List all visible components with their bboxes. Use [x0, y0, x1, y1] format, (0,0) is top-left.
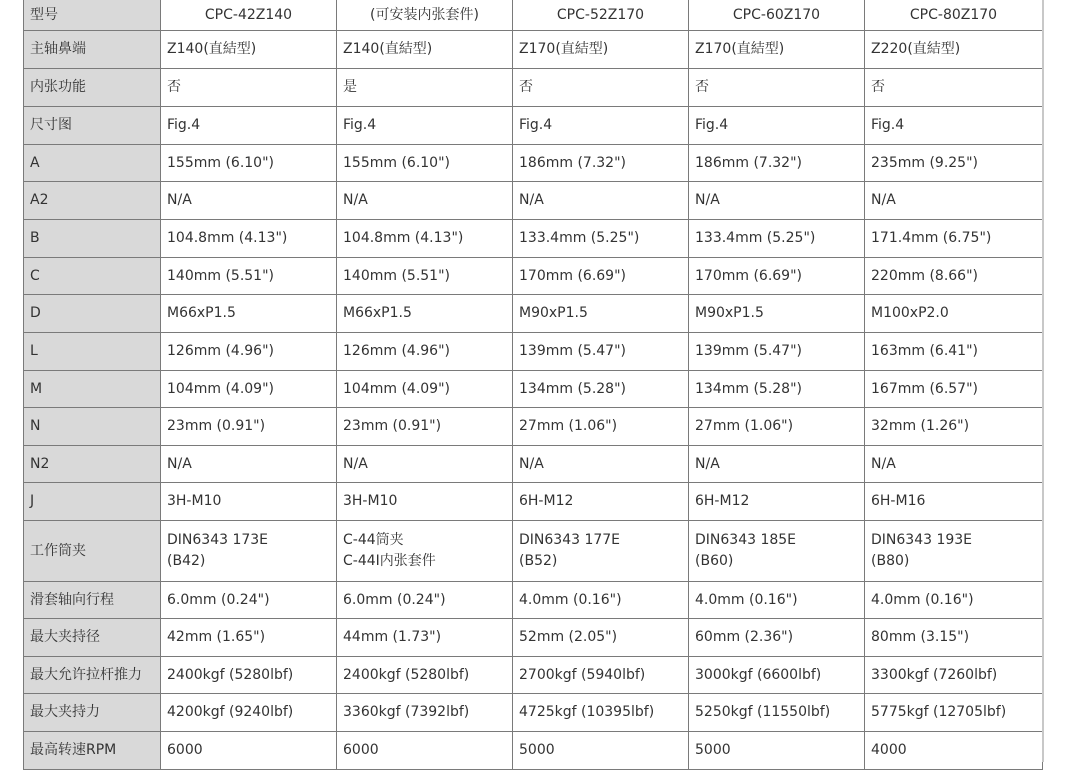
header-row [24, 0, 1043, 31]
table-cell [865, 619, 1043, 657]
table-cell [865, 582, 1043, 619]
cell-text: 139mm (5.47") [519, 343, 626, 359]
cell-text: 170mm (6.69") [695, 267, 802, 284]
table-cell [513, 258, 689, 295]
cell-text: 27mm (1.06") [695, 418, 794, 434]
cell-text: 4000 [871, 742, 907, 758]
table-cell [689, 107, 865, 145]
table-cell [865, 694, 1043, 732]
cell-text: 60mm (2.36") [695, 629, 794, 645]
cell-text: 5775kgf (12705lbf) [871, 704, 1007, 720]
table-cell [689, 258, 865, 295]
table-cell [689, 446, 865, 483]
cell-text: Fig.4 [167, 117, 201, 133]
cell-text: 32mm (1.26") [871, 418, 970, 434]
table-row [24, 619, 1043, 657]
cell-text: 235mm (9.25") [871, 154, 978, 171]
row-label: A [24, 145, 161, 182]
cell-text: Z140(直結型) [167, 41, 257, 57]
cell-text: 133.4mm (5.25") [695, 230, 816, 246]
cell-text: 6.0mm (0.24") [343, 591, 446, 608]
cell-text: N/A [519, 192, 544, 208]
table-cell [161, 657, 337, 694]
table-cell [337, 732, 513, 770]
model-name: CPC-60Z170 [732, 7, 821, 23]
table-cell [337, 182, 513, 220]
cell-text: M100xP2.0 [871, 305, 949, 321]
table-cell [161, 107, 337, 145]
row-label: 最大夹持径 [24, 619, 161, 657]
row-label: N [24, 408, 161, 446]
table-cell [161, 333, 337, 371]
table-cell [161, 582, 337, 619]
cell-text: 170mm (6.69") [519, 267, 626, 284]
table-cell [513, 582, 689, 619]
table-cell [689, 408, 865, 446]
table-cell [865, 408, 1043, 446]
table-cell [161, 446, 337, 483]
table-row [24, 182, 1043, 220]
cell-text: 4.0mm (0.16") [519, 591, 622, 608]
table-cell [161, 295, 337, 333]
table-cell [337, 107, 513, 145]
table-row [24, 694, 1043, 732]
table-row [24, 483, 1043, 521]
model-header-1 [161, 0, 337, 31]
model-name: CPC-42Z140 [204, 7, 293, 23]
cell-text: 3H-M10 [343, 493, 398, 509]
table-cell [865, 521, 1043, 582]
table-cell [161, 483, 337, 521]
table-cell [689, 582, 865, 619]
cell-text: N/A [167, 192, 192, 208]
table-cell [161, 182, 337, 220]
table-row [24, 258, 1043, 295]
table-cell [337, 295, 513, 333]
model-name: CPC-80Z170 [909, 7, 998, 23]
table-cell [513, 69, 689, 107]
table-cell [689, 483, 865, 521]
cell-text: 155mm (6.10") [167, 154, 274, 171]
table-cell [513, 145, 689, 182]
row-label: C [24, 258, 161, 295]
cell-text: 44mm (1.73") [343, 629, 442, 645]
table-cell [161, 220, 337, 258]
cell-text: 126mm (4.96") [343, 343, 450, 359]
table-cell [513, 295, 689, 333]
cell-text: Fig.4 [871, 117, 905, 133]
table-cell [865, 220, 1043, 258]
table-cell [689, 521, 865, 582]
model-note: (可安装内张套件) [370, 7, 479, 23]
table-cell [161, 521, 337, 582]
cell-text: Fig.4 [695, 117, 729, 133]
table-cell [337, 483, 513, 521]
table-row [24, 582, 1043, 619]
table-row [24, 333, 1043, 371]
row-label: D [24, 295, 161, 333]
table-cell [337, 371, 513, 408]
cell-text: M90xP1.5 [519, 305, 588, 321]
table-row [24, 220, 1043, 258]
row-label: A2 [24, 182, 161, 220]
table-row [24, 371, 1043, 408]
cell-text: DIN6343 185E [695, 532, 797, 548]
model-name: CPC-52Z170 [556, 7, 645, 23]
table-cell [161, 31, 337, 69]
table-row [24, 732, 1043, 770]
table-cell [337, 446, 513, 483]
cell-text: 23mm (0.91") [167, 418, 266, 434]
cell-text: 186mm (7.32") [519, 154, 626, 171]
table-cell [161, 69, 337, 107]
table-cell [513, 732, 689, 770]
table-cell [513, 694, 689, 732]
cell-text: Z140(直結型) [343, 41, 433, 57]
cell-text: 4.0mm (0.16") [695, 591, 798, 608]
table-cell [865, 258, 1043, 295]
cell-text: N/A [343, 455, 368, 472]
cell-text: 2400kgf (5280lbf) [167, 666, 294, 683]
table-cell [513, 31, 689, 69]
table-cell [689, 371, 865, 408]
cell-text: M66xP1.5 [343, 305, 412, 321]
cell-text: 27mm (1.06") [519, 418, 618, 434]
table-cell [161, 408, 337, 446]
row-label: 尺寸图 [24, 107, 161, 145]
cell-text: 是 [343, 79, 357, 95]
table-cell [513, 619, 689, 657]
cell-text: Z170(直結型) [695, 41, 785, 57]
cell-text: Z220(直結型) [871, 41, 961, 57]
cell-text: (B80) [871, 553, 910, 569]
cell-text: Fig.4 [343, 117, 377, 133]
table-row [24, 295, 1043, 333]
cell-text: (B60) [695, 553, 734, 569]
table-cell [513, 182, 689, 220]
table-cell [689, 732, 865, 770]
model-header-3 [513, 0, 689, 31]
cell-text: 5000 [519, 742, 555, 758]
cell-text: 80mm (3.15") [871, 629, 970, 645]
table-row [24, 657, 1043, 694]
cell-text: 52mm (2.05") [519, 629, 618, 645]
table-cell [865, 657, 1043, 694]
table-row [24, 107, 1043, 145]
cell-text: 6000 [343, 742, 379, 758]
table-cell [161, 619, 337, 657]
cell-text: 155mm (6.10") [343, 154, 450, 171]
cell-text: 104.8mm (4.13") [343, 230, 464, 246]
model-header-5 [865, 0, 1043, 31]
table-cell [513, 657, 689, 694]
table-cell [689, 333, 865, 371]
cell-text: 42mm (1.65") [167, 629, 266, 645]
table-cell [865, 69, 1043, 107]
table-cell [337, 220, 513, 258]
cell-text: N/A [695, 192, 720, 208]
row-label: L [24, 333, 161, 371]
table-cell [161, 145, 337, 182]
cell-text: 126mm (4.96") [167, 343, 274, 359]
table-cell [513, 521, 689, 582]
cell-text: 否 [695, 79, 709, 95]
table-row [24, 145, 1043, 182]
table-cell [865, 371, 1043, 408]
table-cell [513, 408, 689, 446]
row-label: 最大允许拉杆推力 [24, 657, 161, 694]
cell-text: 否 [871, 79, 885, 95]
cell-text: 2400kgf (5280lbf) [343, 666, 470, 683]
cell-text: 4725kgf (10395lbf) [519, 704, 655, 720]
cell-text: 3360kgf (7392lbf) [343, 704, 470, 720]
cell-text: N/A [871, 455, 896, 472]
table-cell [865, 31, 1043, 69]
cell-text: 6H-M16 [871, 493, 926, 509]
cell-text: 4.0mm (0.16") [871, 591, 974, 608]
table-cell [337, 333, 513, 371]
row-label: M [24, 371, 161, 408]
table-cell [161, 694, 337, 732]
cell-text: 220mm (8.66") [871, 267, 978, 284]
table-row [24, 521, 1043, 582]
cell-text: DIN6343 173E [167, 532, 269, 548]
table-cell [337, 582, 513, 619]
table-cell [161, 258, 337, 295]
cell-text: 104mm (4.09") [343, 380, 450, 397]
cell-text: 186mm (7.32") [695, 154, 802, 171]
cell-text: 140mm (5.51") [343, 267, 450, 284]
cell-text: C-44筒夹 [343, 532, 404, 548]
cell-text: 104mm (4.09") [167, 380, 274, 397]
table-cell [865, 145, 1043, 182]
cell-text: 140mm (5.51") [167, 267, 274, 284]
table-row [24, 69, 1043, 107]
cell-text: 134mm (5.28") [695, 380, 802, 397]
table-cell [513, 107, 689, 145]
table-cell [865, 483, 1043, 521]
header-label: 型号 [24, 0, 161, 31]
row-label: B [24, 220, 161, 258]
row-label: 最高转速RPM [24, 732, 161, 770]
table-cell [337, 145, 513, 182]
table-cell [513, 333, 689, 371]
cell-text: 6000 [167, 742, 203, 758]
model-header-4 [689, 0, 865, 31]
table-row [24, 31, 1043, 69]
table-cell [689, 220, 865, 258]
table-cell [337, 657, 513, 694]
cell-text: DIN6343 193E [871, 532, 973, 548]
cell-text: 133.4mm (5.25") [519, 230, 640, 246]
table-cell [865, 295, 1043, 333]
cell-text: M90xP1.5 [695, 305, 764, 321]
table-cell [513, 446, 689, 483]
cell-text: N/A [343, 192, 368, 208]
cell-text: 6H-M12 [519, 493, 574, 509]
cell-text: 6.0mm (0.24") [167, 591, 270, 608]
cell-text: 5000 [695, 742, 731, 758]
table-cell [513, 483, 689, 521]
cell-text: N/A [519, 455, 544, 472]
row-label: 最大夹持力 [24, 694, 161, 732]
cell-text: 104.8mm (4.13") [167, 230, 288, 246]
model-header-2 [337, 0, 513, 31]
cell-text: 171.4mm (6.75") [871, 230, 992, 246]
cell-text: Fig.4 [519, 117, 553, 133]
cell-text: 否 [167, 79, 181, 95]
table-cell [865, 107, 1043, 145]
cell-text: 4200kgf (9240lbf) [167, 704, 294, 720]
table-cell [337, 694, 513, 732]
cell-text: 3300kgf (7260lbf) [871, 666, 998, 683]
table-cell [689, 619, 865, 657]
cell-text: Z170(直結型) [519, 41, 609, 57]
cell-text: C-44I内张套件 [343, 553, 436, 569]
cell-text: 3H-M10 [167, 493, 222, 509]
cell-text: 否 [519, 79, 533, 95]
row-label: N2 [24, 446, 161, 483]
table-cell [513, 371, 689, 408]
cell-text: 6H-M12 [695, 493, 750, 509]
cell-text: (B52) [519, 553, 558, 569]
table-cell [689, 69, 865, 107]
cell-text: (B42) [167, 553, 206, 569]
cell-text: N/A [167, 455, 192, 472]
table-cell [689, 31, 865, 69]
table-row [24, 408, 1043, 446]
page-right-edge [1042, 0, 1044, 762]
cell-text: 3000kgf (6600lbf) [695, 666, 822, 683]
table-cell [689, 182, 865, 220]
cell-text: 23mm (0.91") [343, 418, 442, 434]
cell-text: DIN6343 177E [519, 532, 621, 548]
cell-text: 134mm (5.28") [519, 380, 626, 397]
cell-text: 5250kgf (11550lbf) [695, 704, 831, 720]
cell-text: N/A [695, 455, 720, 472]
cell-text: 139mm (5.47") [695, 343, 802, 359]
row-label: J [24, 483, 161, 521]
table-cell [689, 694, 865, 732]
table-cell [865, 446, 1043, 483]
table-cell [865, 732, 1043, 770]
table-cell [689, 657, 865, 694]
spec-table-body [24, 0, 1043, 770]
table-cell [865, 333, 1043, 371]
table-cell [337, 31, 513, 69]
table-cell [689, 145, 865, 182]
row-label: 滑套轴向行程 [24, 582, 161, 619]
table-row [24, 446, 1043, 483]
table-cell [161, 371, 337, 408]
table-cell [337, 258, 513, 295]
row-label: 主轴鼻端 [24, 31, 161, 69]
table-cell [337, 408, 513, 446]
table-cell [337, 619, 513, 657]
cell-text: M66xP1.5 [167, 305, 236, 321]
table-cell [513, 220, 689, 258]
cell-text: 163mm (6.41") [871, 343, 978, 359]
table-cell [337, 521, 513, 582]
table-cell [337, 69, 513, 107]
table-cell [689, 295, 865, 333]
cell-text: 167mm (6.57") [871, 380, 978, 397]
row-label: 内张功能 [24, 69, 161, 107]
cell-text: N/A [871, 192, 896, 208]
table-cell [161, 732, 337, 770]
cell-text: 2700kgf (5940lbf) [519, 666, 646, 683]
table-cell [865, 182, 1043, 220]
spec-table [23, 0, 1043, 770]
row-label: 工作筒夹 [24, 521, 161, 582]
